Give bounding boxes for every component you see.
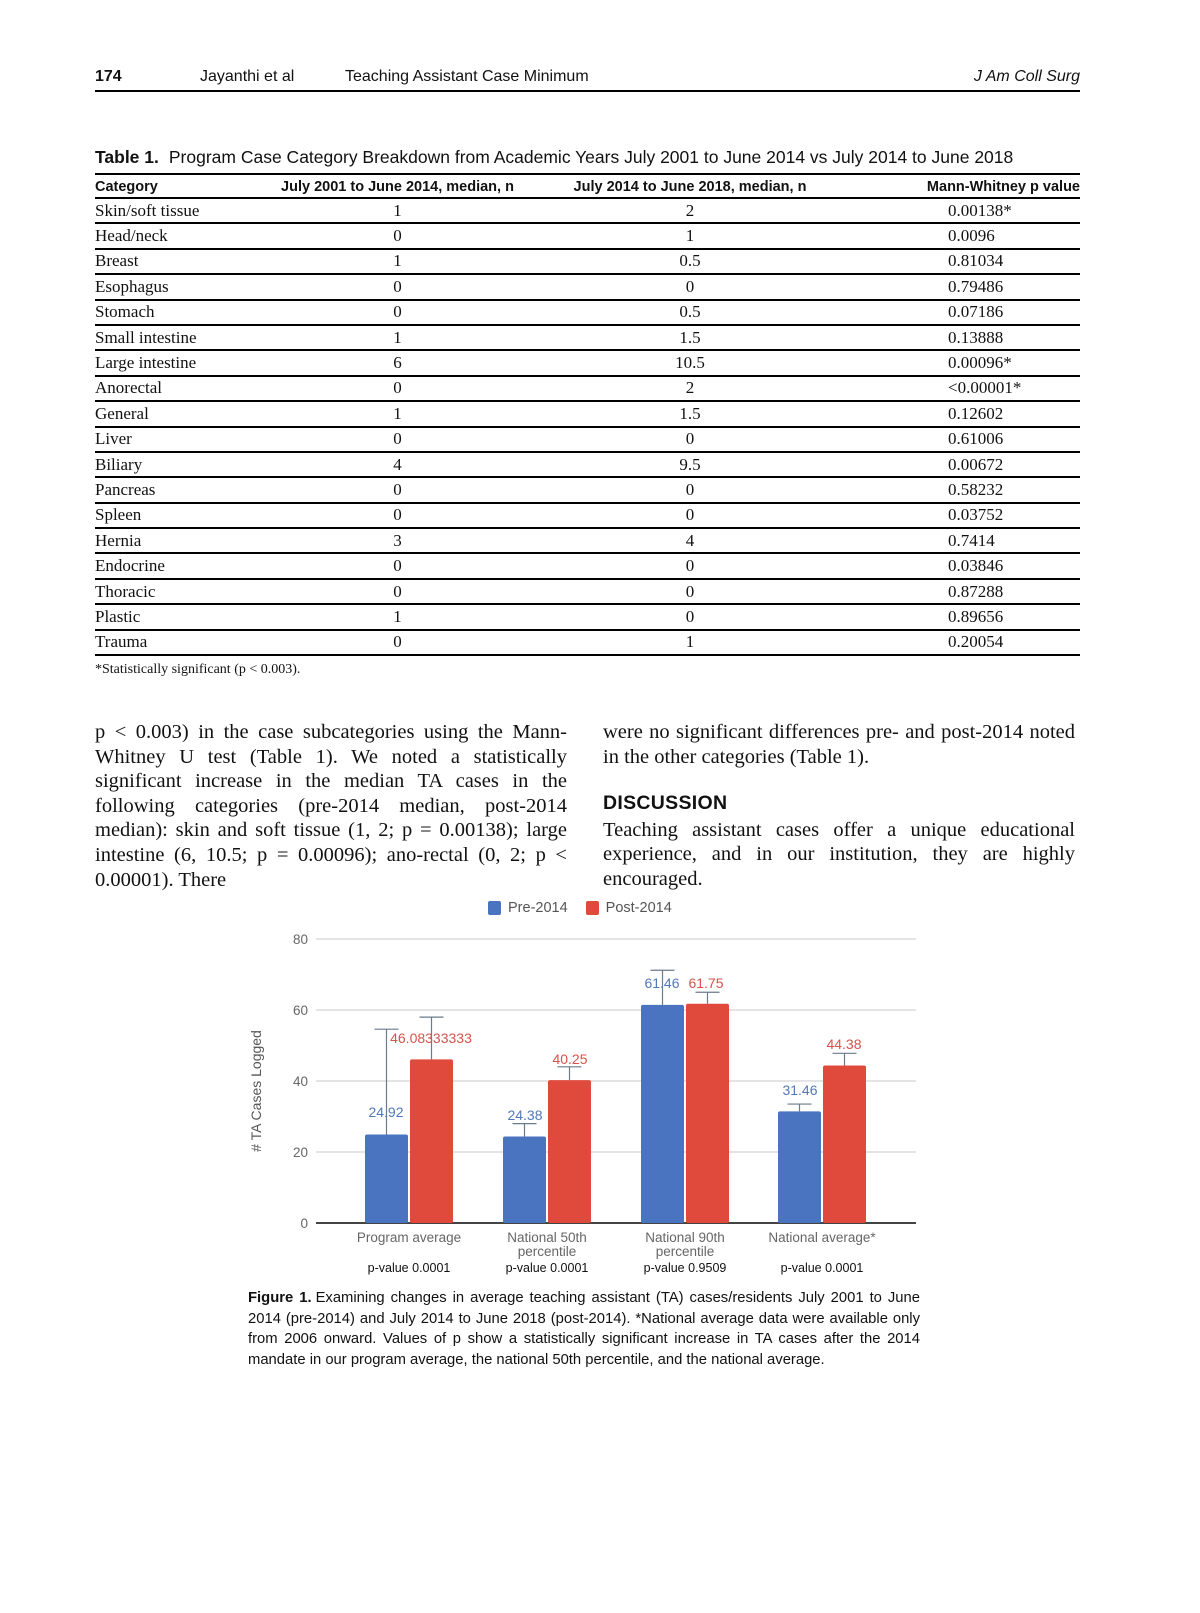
cell-category: Head/neck (95, 223, 265, 248)
p-value-label: p-value 0.0001 (505, 1261, 589, 1275)
table-title: Program Case Category Breakdown from Academic Years July 2001 to June 2014 vs July 2014 to June 2018 (168, 147, 1014, 167)
cell-category: Endocrine (95, 553, 265, 578)
table-1 (95, 147, 1080, 678)
y-tick-label: 20 (292, 1145, 308, 1160)
p-value-label: p-value 0.9509 (643, 1261, 727, 1275)
legend-label-post: Post-2014 (605, 900, 672, 916)
cell-p-value: 0.03752 (850, 503, 1080, 528)
cell-category: Stomach (95, 300, 265, 325)
cell-p-value: 0.00672 (850, 452, 1080, 477)
figure-1-chart (240, 890, 960, 1330)
cell-post-median: 1.5 (530, 401, 850, 426)
cell-p-value: 0.61006 (850, 427, 1080, 452)
bar-value-label: 24.92 (368, 1104, 404, 1120)
cell-category: Liver (95, 427, 265, 452)
bar-post-2014 (410, 1059, 453, 1223)
cell-post-median: 9.5 (530, 452, 850, 477)
y-tick-label: 80 (292, 932, 308, 947)
cell-post-median: 0 (530, 604, 850, 629)
table-body (95, 198, 1080, 655)
cell-category: Spleen (95, 503, 265, 528)
table-label: Table 1. (95, 147, 159, 167)
p-value-label: p-value 0.0001 (367, 1261, 451, 1275)
cell-p-value: 0.79486 (850, 274, 1080, 299)
x-category-label: percentile (655, 1244, 715, 1259)
table-row (95, 198, 1080, 223)
cell-pre-median: 0 (265, 223, 530, 248)
bar-value-label: 44.38 (826, 1036, 862, 1052)
cell-pre-median: 0 (265, 300, 530, 325)
cell-p-value: 0.87288 (850, 579, 1080, 604)
bar-post-2014 (548, 1080, 591, 1223)
cell-p-value: 0.00096* (850, 350, 1080, 375)
cell-pre-median: 0 (265, 376, 530, 401)
table-row (95, 604, 1080, 629)
cell-category: Trauma (95, 630, 265, 655)
cell-category: Pancreas (95, 477, 265, 502)
bar-value-label: 31.46 (782, 1082, 818, 1098)
table-row (95, 427, 1080, 452)
cell-post-median: 0 (530, 427, 850, 452)
section-heading-discussion: DISCUSSION (603, 792, 728, 815)
cell-p-value: <0.00001* (850, 376, 1080, 401)
bar-pre-2014 (503, 1136, 546, 1223)
results-paragraph: p < 0.003) in the case subcategories using the Mann-Whitney U test (Table 1). We noted a statistically significant increase in the median TA cases in the following categories (pre-2014 median, post-2014 median): skin and soft tissue (1, 2; p = 0.00138); large intestine (6, 10.5; p = 0.00096); ano-rectal (0, 2; p < 0.00001). There (95, 721, 567, 891)
cell-p-value: 0.20054 (850, 630, 1080, 655)
cell-post-median: 4 (530, 528, 850, 553)
cell-post-median: 2 (530, 198, 850, 223)
cell-pre-median: 1 (265, 198, 530, 223)
cell-category: Small intestine (95, 325, 265, 350)
cell-category: Large intestine (95, 350, 265, 375)
cell-p-value: 0.89656 (850, 604, 1080, 629)
cell-p-value: 0.58232 (850, 477, 1080, 502)
table-caption (95, 147, 1080, 168)
table-row (95, 579, 1080, 604)
bar-pre-2014 (365, 1135, 408, 1223)
p-value-label: p-value 0.0001 (780, 1261, 864, 1275)
cell-post-median: 0 (530, 477, 850, 502)
running-title: Teaching Assistant Case Minimum (345, 68, 589, 85)
cell-category: General (95, 401, 265, 426)
y-tick-label: 60 (292, 1003, 308, 1018)
column-header-post: July 2014 to June 2018, median, n (530, 174, 850, 198)
cell-pre-median: 3 (265, 528, 530, 553)
cell-pre-median: 1 (265, 325, 530, 350)
y-tick-label: 40 (292, 1074, 308, 1089)
discussion-paragraph: Teaching assistant cases offer a unique educational experience, and in our institution, they are highly encouraged. (603, 818, 1075, 890)
table-header-row (95, 174, 1080, 198)
table-row (95, 274, 1080, 299)
cell-p-value: 0.81034 (850, 249, 1080, 274)
x-category-label: National 50th (507, 1230, 587, 1245)
table-row (95, 376, 1080, 401)
cell-post-median: 0.5 (530, 300, 850, 325)
cell-post-median: 0 (530, 274, 850, 299)
cell-pre-median: 6 (265, 350, 530, 375)
cell-category: Plastic (95, 604, 265, 629)
cell-category: Biliary (95, 452, 265, 477)
cell-post-median: 0 (530, 553, 850, 578)
bar-value-label: 61.46 (644, 975, 680, 991)
column-header-category: Category (95, 174, 265, 198)
running-authors: Jayanthi et al (200, 68, 295, 85)
table-row (95, 528, 1080, 553)
table-row (95, 503, 1080, 528)
column-header-pvalue: Mann-Whitney p value (850, 174, 1080, 198)
table-row (95, 223, 1080, 248)
table-row (95, 350, 1080, 375)
cell-pre-median: 0 (265, 427, 530, 452)
cell-p-value: 0.00138* (850, 198, 1080, 223)
cell-pre-median: 4 (265, 452, 530, 477)
x-category-label: National 90th (645, 1230, 725, 1245)
chart-legend (488, 900, 672, 916)
cell-post-median: 0 (530, 579, 850, 604)
table-footnote: *Statistically significant (p < 0.003). (95, 662, 301, 678)
y-axis-label: # TA Cases Logged (248, 1030, 264, 1152)
table-row (95, 401, 1080, 426)
bar-chart (240, 890, 960, 1290)
cell-pre-median: 0 (265, 553, 530, 578)
cell-pre-median: 0 (265, 579, 530, 604)
body-column-right (603, 720, 1075, 892)
legend-item-pre (488, 900, 568, 916)
cell-pre-median: 0 (265, 477, 530, 502)
cell-pre-median: 0 (265, 630, 530, 655)
cell-category: Skin/soft tissue (95, 198, 265, 223)
bar-post-2014 (823, 1065, 866, 1223)
legend-swatch-post (586, 901, 599, 915)
cell-p-value: 0.13888 (850, 325, 1080, 350)
x-category-label: Program average (356, 1230, 462, 1245)
legend-item-post (586, 900, 672, 916)
table-row (95, 452, 1080, 477)
bar-post-2014 (686, 1004, 729, 1223)
cell-pre-median: 1 (265, 401, 530, 426)
legend-swatch-pre (488, 901, 501, 915)
column-header-pre: July 2001 to June 2014, median, n (265, 174, 530, 198)
cell-category: Anorectal (95, 376, 265, 401)
cell-post-median: 1 (530, 630, 850, 655)
table-row (95, 553, 1080, 578)
bar-pre-2014 (778, 1111, 821, 1223)
x-category-label: National average* (768, 1230, 876, 1245)
cell-post-median: 0.5 (530, 249, 850, 274)
cell-post-median: 10.5 (530, 350, 850, 375)
cell-p-value: 0.7414 (850, 528, 1080, 553)
bar-pre-2014 (641, 1005, 684, 1223)
cell-post-median: 1 (530, 223, 850, 248)
cell-pre-median: 1 (265, 249, 530, 274)
cell-p-value: 0.07186 (850, 300, 1080, 325)
body-column-left (95, 720, 567, 892)
figure-label: Figure 1. (248, 1290, 312, 1306)
cell-pre-median: 1 (265, 604, 530, 629)
cell-p-value: 0.0096 (850, 223, 1080, 248)
cell-pre-median: 0 (265, 274, 530, 299)
cell-post-median: 1.5 (530, 325, 850, 350)
legend-label-pre: Pre-2014 (508, 900, 568, 916)
figure-caption-text: Examining changes in average teaching assistant (TA) cases/residents July 2001 to June 2014 (pre-2014) and July 2014 to June 2018 (post-2014). *National average data were available only from 2006 onward. Values of p show a statistically significant increase in TA cases after the 2014 mandate in our program average, the national 50th percentile, and the national average. (248, 1290, 920, 1368)
cell-post-median: 2 (530, 376, 850, 401)
results-paragraph-continued: were no significant differences pre- and post-2014 noted in the other categories (Table 1). (603, 721, 1075, 768)
bar-value-label: 40.25 (552, 1051, 588, 1067)
table-row (95, 325, 1080, 350)
bar-value-label: 24.38 (507, 1107, 543, 1123)
cell-post-median: 0 (530, 503, 850, 528)
table-row (95, 300, 1080, 325)
y-tick-label: 0 (300, 1216, 308, 1231)
cell-pre-median: 0 (265, 503, 530, 528)
journal-name: J Am Coll Surg (973, 68, 1080, 85)
cell-category: Hernia (95, 528, 265, 553)
x-category-label: percentile (517, 1244, 577, 1259)
table-row (95, 477, 1080, 502)
figure-caption (248, 1288, 920, 1370)
cell-p-value: 0.12602 (850, 401, 1080, 426)
table-row (95, 630, 1080, 655)
data-table (95, 173, 1080, 656)
cell-category: Thoracic (95, 579, 265, 604)
table-row (95, 249, 1080, 274)
page-number: 174 (95, 68, 122, 85)
bar-value-label: 46.08333333 (390, 1030, 472, 1046)
cell-p-value: 0.03846 (850, 553, 1080, 578)
cell-category: Breast (95, 249, 265, 274)
cell-category: Esophagus (95, 274, 265, 299)
bar-value-label: 61.75 (688, 975, 724, 991)
running-header (95, 68, 1080, 92)
